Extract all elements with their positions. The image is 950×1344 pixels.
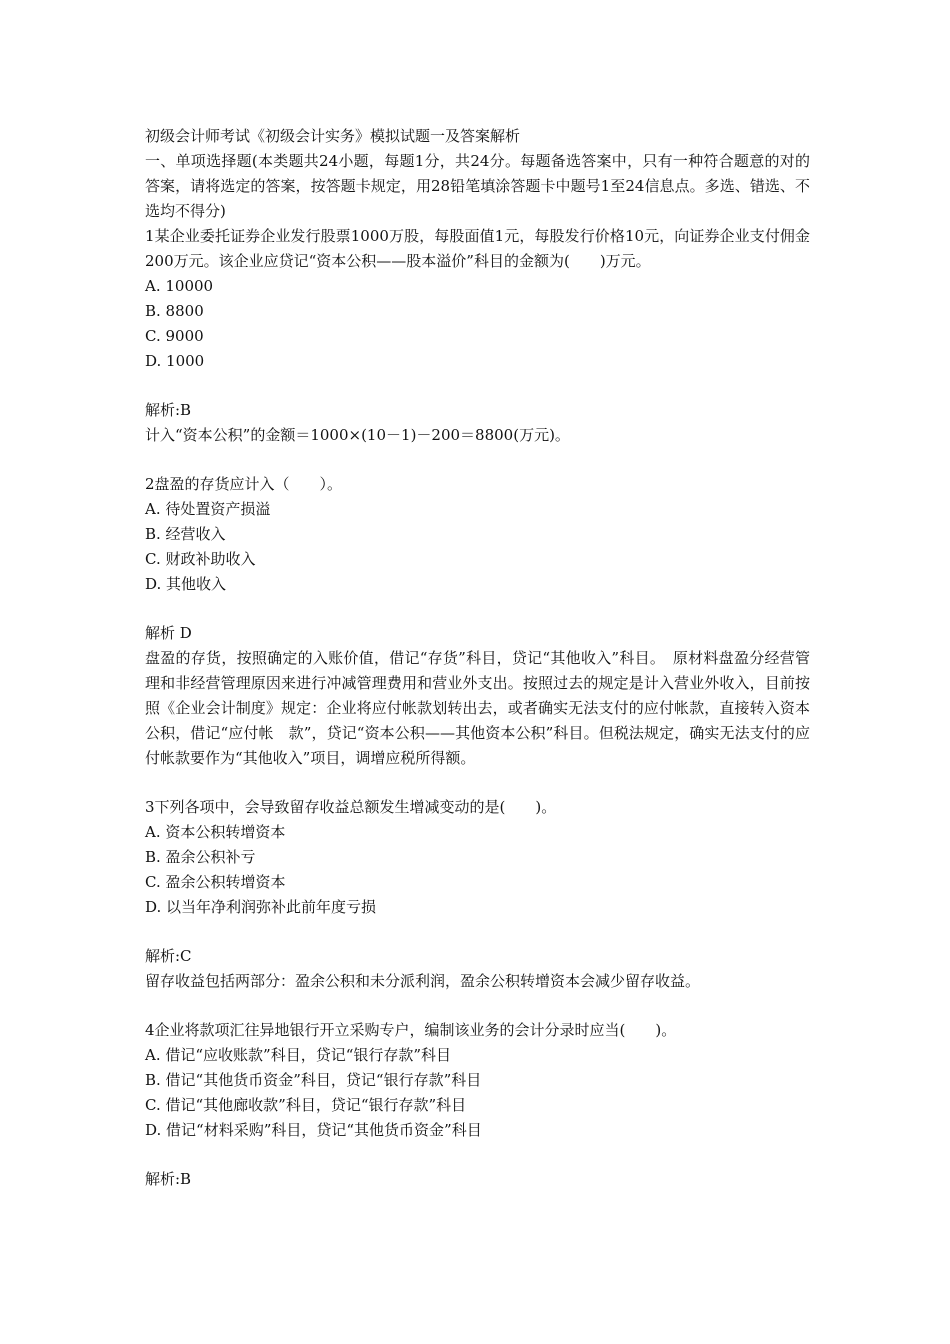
option-b: B. 经营收入 xyxy=(145,525,226,543)
option-a: A. 借记“应收账款”科目，贷记“银行存款”科目 xyxy=(145,1046,452,1064)
question-2 xyxy=(145,472,810,795)
option-c: C. 借记“其他廊收款”科目，贷记“银行存款”科目 xyxy=(145,1096,467,1114)
spacer xyxy=(145,771,810,795)
option-d: D. 以当年净利润弥补此前年度亏损 xyxy=(145,898,377,916)
option-a: A. 待处置资产损溢 xyxy=(145,500,271,518)
document-title: 初级会计师考试《初级会计实务》模拟试题一及答案解析 xyxy=(145,127,521,145)
answer-label: 解析:B xyxy=(145,401,192,419)
spacer xyxy=(145,448,810,472)
option-c: C. 盈余公积转增资本 xyxy=(145,873,286,891)
answer-label: 解析:C xyxy=(145,947,192,965)
spacer xyxy=(145,597,810,621)
option-d: D. 1000 xyxy=(145,352,205,370)
question-stem: 1某企业委托证券企业发行股票1000万股，每股面值1元，每股发行价格10元，向证券企业支付佣金200万元。该企业应贷记“资本公积——股本溢价”科目的金额为( )万元。 xyxy=(145,227,810,270)
answer-explanation: 盘盈的存货，按照确定的入账价值，借记“存货”科目，贷记“其他收入”科目。 原材料盘盈分经营管理和非经营管理原因来进行冲减管理费用和营业外支出。按照过去的规定是计入营业外收入，目前按照《企业会计制度》规定：企业将应付帐款划转出去，或者确实无法支付的应付帐款，直接转入资本公积，借记“应付帐 款”，贷记“资本公积——其他资本公积”科目。但税法规定，确实无法支付的应付帐款要作为“其他收入”项目，调增应税所得额。 xyxy=(145,649,810,767)
answer-explanation: 留存收益包括两部分：盈余公积和未分派利润，盈余公积转增资本会减少留存收益。 xyxy=(145,972,701,990)
option-c: C. 财政补助收入 xyxy=(145,550,256,568)
question-4 xyxy=(145,1018,810,1192)
answer-label: 解析 D xyxy=(145,624,192,642)
section-intro: 一、单项选择题(本类题共24小题，每题1分，共24分。每题备选答案中，只有一种符合题意的对的答案，请将选定的答案，按答题卡规定，用28铅笔填涂答题卡中题号1至24信息点。多选、错选、不选均不得分) xyxy=(145,152,810,220)
spacer xyxy=(145,994,810,1018)
answer-label: 解析:B xyxy=(145,1170,192,1188)
question-stem: 3下列各项中，会导致留存收益总额发生增减变动的是( )。 xyxy=(145,798,557,816)
option-c: C. 9000 xyxy=(145,327,204,345)
option-b: B. 8800 xyxy=(145,302,204,320)
option-a: A. 10000 xyxy=(145,277,214,295)
spacer xyxy=(145,920,810,944)
option-d: D. 其他收入 xyxy=(145,575,227,593)
spacer xyxy=(145,1143,810,1167)
question-1 xyxy=(145,224,810,472)
option-d: D. 借记“材料采购”科目，贷记“其他货币资金”科目 xyxy=(145,1121,482,1139)
question-3 xyxy=(145,795,810,1018)
option-b: B. 盈余公积补亏 xyxy=(145,848,256,866)
question-stem: 4企业将款项汇往异地银行开立采购专户，编制该业务的会计分录时应当( )。 xyxy=(145,1021,677,1039)
answer-explanation: 计入“资本公积”的金额＝1000×(10－1)－200＝8800(万元)。 xyxy=(145,426,570,444)
question-stem: 2盘盈的存货应计入（ ）。 xyxy=(145,475,343,493)
spacer xyxy=(145,374,810,398)
option-b: B. 借记“其他货币资金”科目，贷记“银行存款”科目 xyxy=(145,1071,482,1089)
document-page xyxy=(145,124,810,1192)
option-a: A. 资本公积转增资本 xyxy=(145,823,286,841)
